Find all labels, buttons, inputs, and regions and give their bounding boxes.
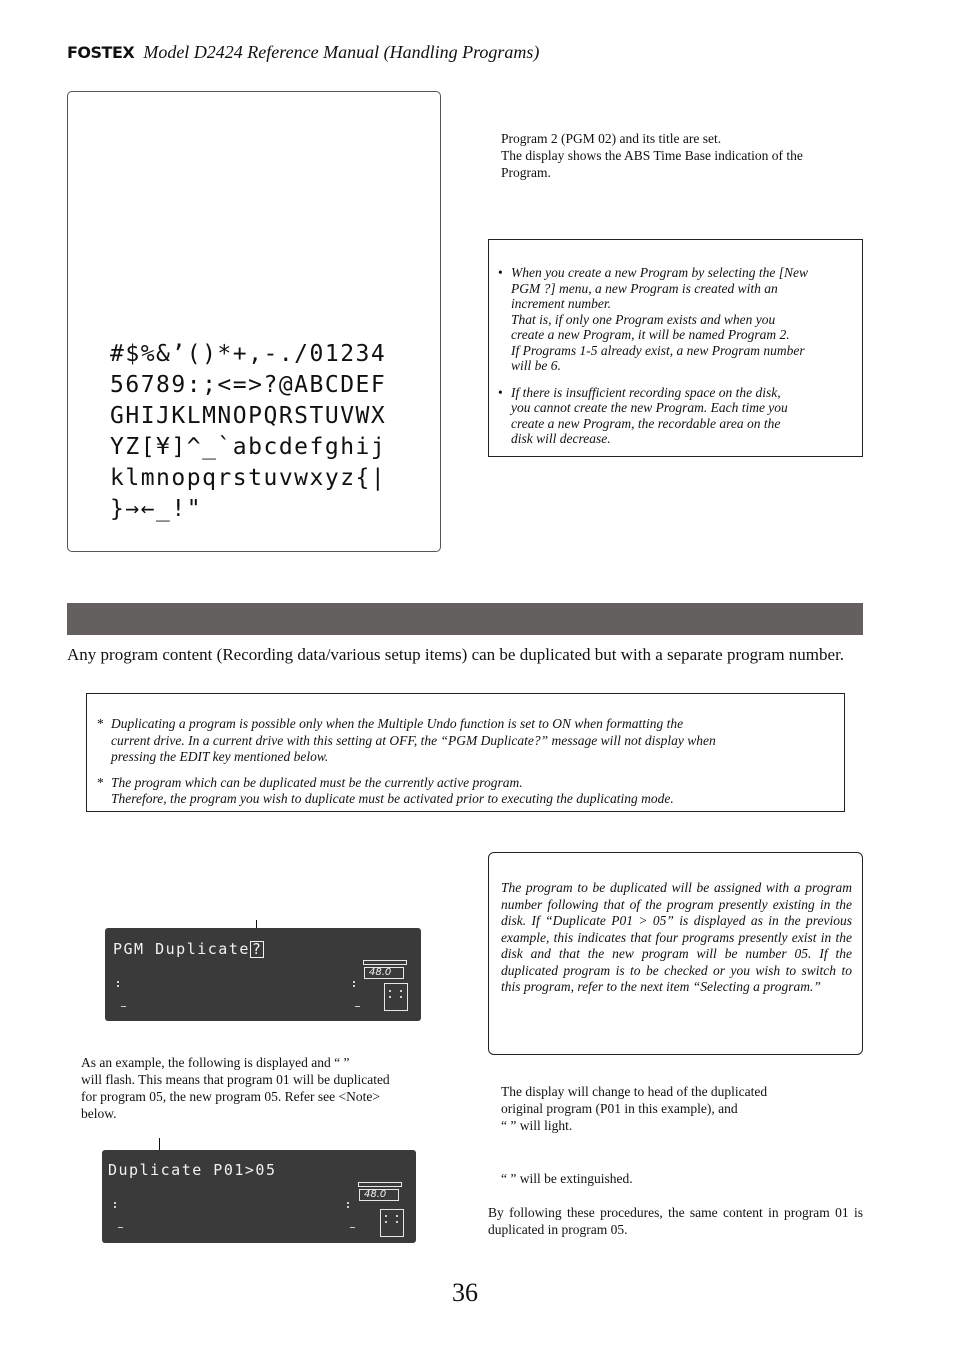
lcd-dot [114,1202,116,1204]
intro-paragraph: Any program content (Recording data/various setup items) can be duplicated but with a separate program number. [67,645,845,664]
list-item [497,385,854,447]
text-line: Therefore, the program you wish to duplicate must be activated prior to executing the duplicating mode. [111,791,674,806]
character-set-lines [110,339,386,525]
lcd-dash [121,1006,126,1007]
text-line: PGM ?] menu, a new Program is created with an [511,280,778,296]
list-item [497,265,854,374]
lcd-message: PGM Duplicate [113,940,250,958]
charset-line: GHIJKLMNOPQRSTUVWX [110,403,387,429]
sampling-rate-bar [363,960,407,965]
text-line: The display shows the ABS Time Base indication of the [501,148,803,163]
header-title: Model D2424 Reference Manual (Handling Programs) [143,42,540,62]
notes-list [489,240,862,447]
lcd-message: Duplicate P01>05 [108,1161,277,1179]
example-text [81,1054,446,1122]
text-line: create a new Program, it will be named Program 2. [511,327,790,342]
lcd-text [113,940,264,958]
lcd-display-duplicate-p01-05 [102,1150,416,1243]
lcd-display-pgm-duplicate [105,928,421,1021]
text-line: original program (P01 in this example), and [501,1101,738,1116]
text-line: current drive. In a current drive with this setting at OFF, the “PGM Duplicate?” message will not display when [111,732,716,748]
new-program-notes-box [488,239,863,457]
text-line: for program 05, the new program 05. Refer see <Note> [81,1089,381,1104]
lcd-dot [347,1202,349,1204]
text-line: If Programs 1-5 already exist, a new Program number [511,342,805,358]
lcd-dot [347,1206,349,1208]
duplicate-note-text: The program to be duplicated will be assigned with a program number following that of the program presently existing in the disk. If “Duplicate P01 > 05” is displayed as in the previous example, this indicates that four programs presently exist in the disk and that the new program will be number 05. If the duplicated program is to be checked or you wish to switch to this program, refer to the next item “Selecting a program.” [501,880,852,994]
lcd-dot [353,981,355,983]
lcd-dash [118,1227,123,1228]
lcd-dot [114,1206,116,1208]
text-line: increment number. [511,296,611,311]
bullet-icon: • [498,265,503,280]
text-line: The display will change to head of the duplicated [501,1084,768,1099]
program-set-text [501,130,866,181]
text-line: When you create a new Program by selecting the [New [511,265,809,280]
level-meter-icon [380,1209,404,1237]
sampling-rate-readout: 48.0 [364,967,404,979]
text-line: The program which can be duplicated must be the currently active program. [111,774,523,790]
lcd-dash [350,1227,355,1228]
caution-list [87,694,844,808]
charset-line: }→←_!" [110,496,203,522]
text-line: That is, if only one Program exists and when you [511,311,776,327]
display-change-text [501,1083,863,1134]
page-header [67,42,539,63]
lcd-dot [353,985,355,987]
asterisk-icon: * [97,774,104,790]
text-line: “ ” will light. [501,1118,573,1133]
level-meter-icon [384,983,408,1011]
charset-line: YZ[¥]^_`abcdefghij [110,434,387,460]
list-item [97,716,836,766]
text-line: As an example, the following is displayed and “ ” [81,1055,350,1070]
conclusion-text: By following these procedures, the same content in program 01 is duplicated in program 05. [488,1205,863,1237]
text-line: Program. [501,165,551,180]
text-line: create a new Program, the recordable area on the [511,415,781,431]
page-number: 36 [452,1278,478,1307]
text-line: will be 6. [511,358,561,373]
lcd-dot [117,985,119,987]
fostex-logo: FOSTEX [67,43,135,62]
charset-line: 56789:;<=>?@ABCDEF [110,372,387,398]
text-line: Duplicating a program is possible only when the Multiple Undo function is set to ON when formatting the [111,716,684,731]
text-line: Program 2 (PGM 02) and its title are set. [501,131,722,146]
sampling-rate-readout: 48.0 [359,1189,399,1201]
text-line: you cannot create the new Program. Each time you [511,400,788,415]
sampling-rate-bar [358,1182,402,1187]
asterisk-icon: * [97,716,104,731]
charset-line: #$%&’()*+,-./01234 [110,341,387,367]
character-set-panel [67,91,441,552]
charset-line: klmnopqrstuvwxyz{| [110,465,387,491]
text-line: disk will decrease. [511,431,611,446]
text-line: will flash. This means that program 01 will be duplicated [81,1072,390,1087]
bullet-icon: • [498,384,503,400]
text-line: pressing the EDIT key mentioned below. [111,749,329,764]
text-line: below. [81,1106,117,1121]
extinguished-text: “ ” will be extinguished. [501,1171,633,1186]
duplicate-caution-box [86,693,845,812]
duplicate-note-box [488,852,863,1055]
lcd-dash [355,1006,360,1007]
lcd-dot [117,981,119,983]
flashing-cursor: ? [251,940,263,958]
list-item [97,775,836,808]
text-line: If there is insufficient recording space on the disk, [511,384,781,400]
section-title-bar [67,603,863,635]
